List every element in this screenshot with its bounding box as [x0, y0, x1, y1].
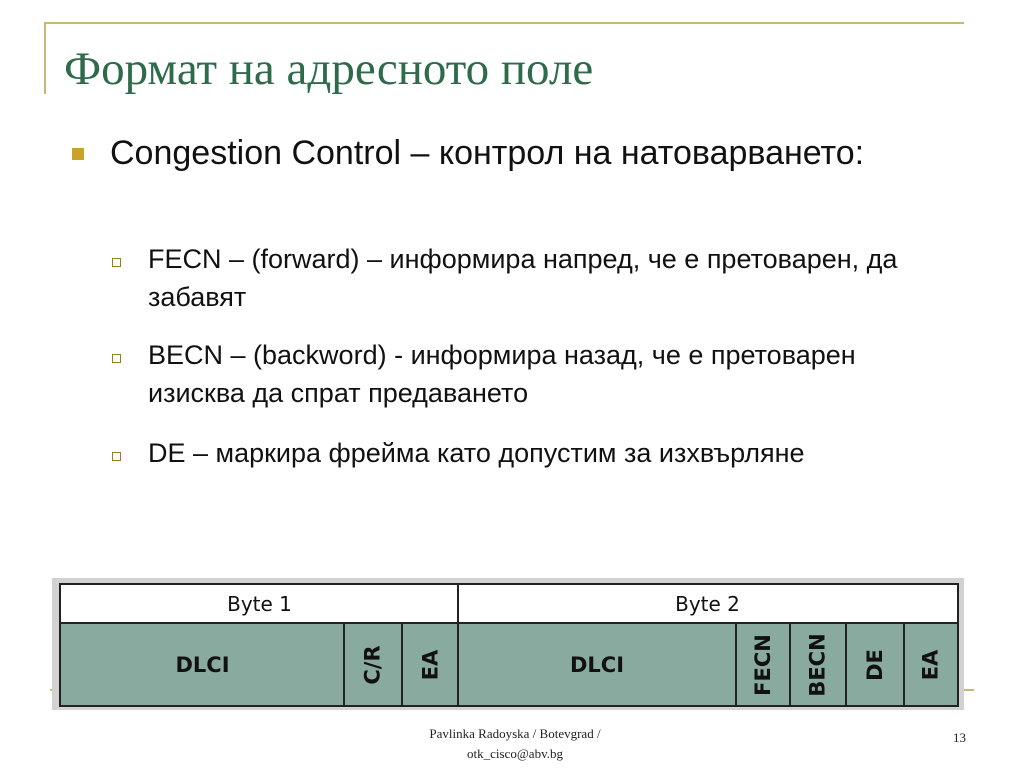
field-cr: C/R: [344, 622, 402, 705]
sub-bullet-becn: BECN – (backword) - информира назад, че е претоварен изисква да спрат предаването: [148, 340, 856, 408]
sub-bullet-fecn: FECN – (forward) – информира напред, че е претоварен, да забавят: [148, 244, 898, 312]
hollow-square-bullet-icon: [112, 258, 121, 267]
address-field-table: [59, 583, 959, 707]
divider: [401, 622, 403, 705]
field-dlci-1: DLCI: [61, 622, 344, 705]
slide-title: Формат на адресното поле: [64, 43, 594, 95]
field-becn: BECN: [790, 622, 846, 705]
page-number: 13: [953, 730, 966, 745]
divider: [343, 622, 345, 705]
square-bullet-icon: [72, 148, 84, 160]
decorative-frame-left: [44, 22, 46, 94]
footer-author: [385, 724, 645, 764]
decorative-frame-top: [44, 22, 964, 24]
field-fecn: FECN: [736, 622, 790, 705]
divider: [903, 622, 905, 705]
divider: [789, 622, 791, 705]
footer-line-1: Pavlinka Radoyska / Botevgrad /: [429, 726, 601, 741]
divider: [735, 622, 737, 705]
field-dlci-2: DLCI: [458, 622, 736, 705]
byte2-header: Byte 2: [458, 585, 957, 622]
hollow-square-bullet-icon: [112, 452, 121, 461]
field-ea-1: EA: [402, 622, 458, 705]
footer-line-2: otk_cisco@abv.bg: [467, 746, 563, 761]
hollow-square-bullet-icon: [112, 354, 121, 363]
divider-byte: [457, 585, 459, 705]
sub-bullet-de: DE – маркира фрейма като допустим за изхвърляне: [148, 438, 805, 468]
main-bullet-text: Congestion Control – контрол на натоварването:: [110, 134, 865, 172]
field-ea-2: EA: [904, 622, 957, 705]
divider: [845, 622, 847, 705]
field-de: DE: [846, 622, 904, 705]
byte1-header: Byte 1: [61, 585, 458, 622]
